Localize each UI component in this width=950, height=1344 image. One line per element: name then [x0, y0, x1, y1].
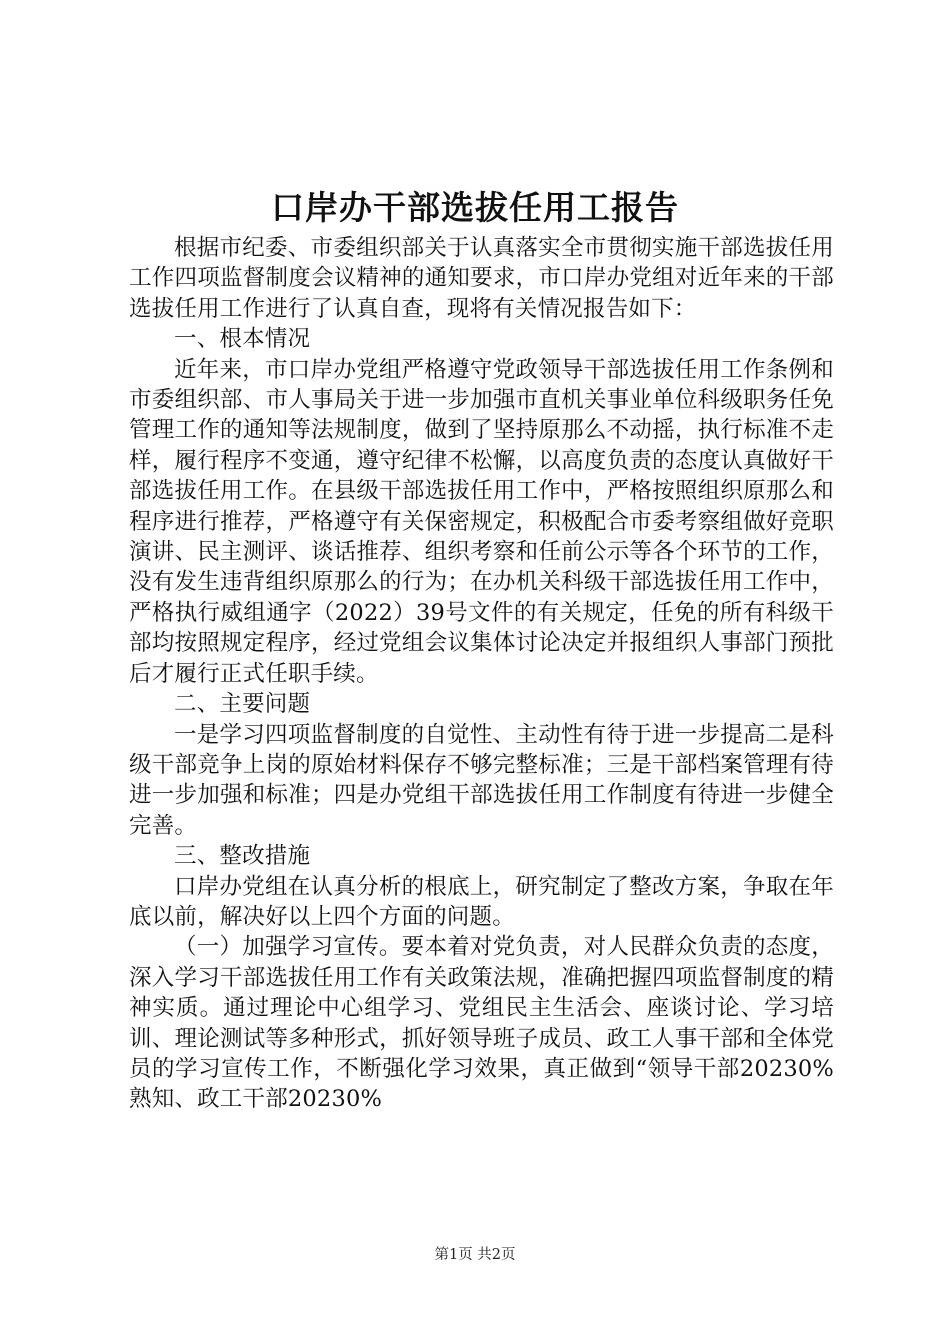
- measure-one-paragraph: （一）加强学习宣传。要本着对党负责，对人民群众负责的态度，深入学习干部选拔任用工作有关政策法规，准确把握四项监督制度的精神实质。通过理论中心组学习、党组民主生活会、座谈讨论、学习培训、理论测试等多种形式，抓好领导班子成员、政工人事干部和全体党员的学习宣传工作，不断强化学习效果，真正做到“领导干部20230%熟知、政工干部20230%: [129, 934, 834, 1113]
- page-footer: 第1页 共2页: [434, 1247, 516, 1263]
- document-body: [129, 233, 834, 1115]
- intro-paragraph: 根据市纪委、市委组织部关于认真落实全市贯彻实施干部选拔任用工作四项监督制度会议精神的通知要求，市口岸办党组对近年来的干部选拔任用工作进行了认真自查，现将有关情况报告如下：: [129, 235, 834, 322]
- section-heading-basic-situation: 一、根本情况: [174, 326, 311, 353]
- main-problems-paragraph: 一是学习四项监督制度的自觉性、主动性有待于进一步提高二是科级干部竞争上岗的原始材料保存不够完整标准；三是干部档案管理有待进一步加强和标准；四是办党组干部选拔任用工作制度有待进一步健全完善。: [129, 721, 834, 839]
- basic-situation-paragraph: 近年来，市口岸办党组严格遵守党政领导干部选拔任用工作条例和市委组织部、市人事局关于进一步加强市直机关事业单位科级职务任免管理工作的通知等法规制度，做到了坚持原那么不动摇，执行标准不走样，履行程序不变通，遵守纪律不松懈，以高度负责的态度认真做好干部选拔任用工作。在县级干部选拔任用工作中，严格按照组织原那么和程序进行推荐，严格遵守有关保密规定，积极配合市委考察组做好竞职演讲、民主测评、谈话推荐、组织考察和任前公示等各个环节的工作，没有发生违背组织原那么的行为；在办机关科级干部选拔任用工作中，严格执行威组通字（2022）39号文件的有关规定，任免的所有科级干部均按照规定程序，经过党组会议集体讨论决定并报组织人事部门预批后才履行正式任职手续。: [129, 356, 834, 687]
- section-heading-main-problems: 二、主要问题: [174, 691, 311, 718]
- document-title: 口岸办干部选拔任用工报告: [271, 188, 679, 227]
- rectification-intro-paragraph: 口岸办党组在认真分析的根底上，研究制定了整改方案，争取在年底以前，解决好以上四个方面的问题。: [129, 873, 834, 930]
- section-heading-rectification-measures: 三、整改措施: [174, 843, 311, 870]
